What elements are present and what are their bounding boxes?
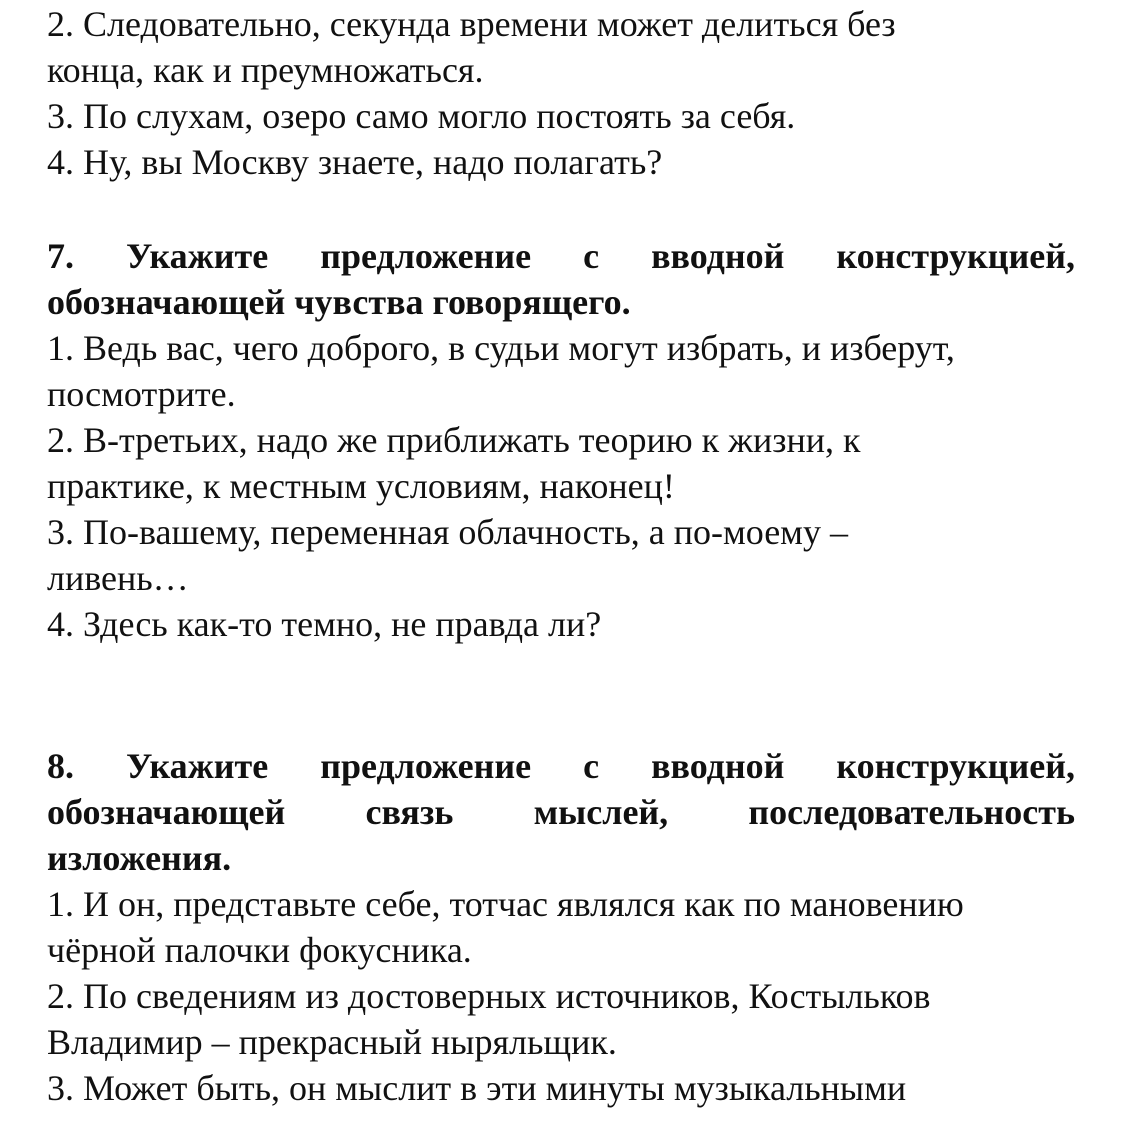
question-heading: обозначающей чувства говорящего. — [47, 282, 631, 322]
option-line: 3. Может быть, он мыслит в эти минуты музыкальными — [47, 1068, 907, 1108]
option-line: 2. По сведениям из достоверных источников, Костыльков — [47, 976, 931, 1016]
option-line: 4. Ну, вы Москву знаете, надо полагать? — [47, 142, 663, 182]
question-heading: обозначающей связь мыслей, последовательность — [47, 792, 1075, 832]
question-heading: 7. Укажите предложение с вводной конструкцией, — [47, 236, 1075, 276]
option-line: 2. Следовательно, секунда времени может делиться без — [47, 4, 896, 44]
previous-question-options — [47, 1, 1075, 185]
option-line: 1. И он, представьте себе, тотчас являлся как по мановению — [47, 884, 964, 924]
option-line: конца, как и преумножаться. — [47, 50, 484, 90]
option-line: 3. По-вашему, переменная облачность, а по-моему – — [47, 512, 848, 552]
option-line: 3. По слухам, озеро само могло постоять за себя. — [47, 96, 796, 136]
option-line: посмотрите. — [47, 374, 236, 414]
option-line: Владимир – прекрасный ныряльщик. — [47, 1022, 617, 1062]
spacer — [47, 647, 1075, 743]
question-7 — [47, 233, 1075, 647]
option-line: 2. В-третьих, надо же приближать теорию к жизни, к — [47, 420, 861, 460]
option-line: практике, к местным условиям, наконец! — [47, 466, 675, 506]
question-8 — [47, 743, 1075, 1111]
question-heading: 8. Укажите предложение с вводной конструкцией, — [47, 746, 1075, 786]
document-page — [47, 0, 1075, 1111]
option-line: 4. Здесь как-то темно, не правда ли? — [47, 604, 602, 644]
spacer — [47, 185, 1075, 233]
option-line: чёрной палочки фокусника. — [47, 930, 472, 970]
option-line: ливень… — [47, 558, 189, 598]
question-heading: изложения. — [47, 838, 232, 878]
option-line: 1. Ведь вас, чего доброго, в судьи могут избрать, и изберут, — [47, 328, 955, 368]
